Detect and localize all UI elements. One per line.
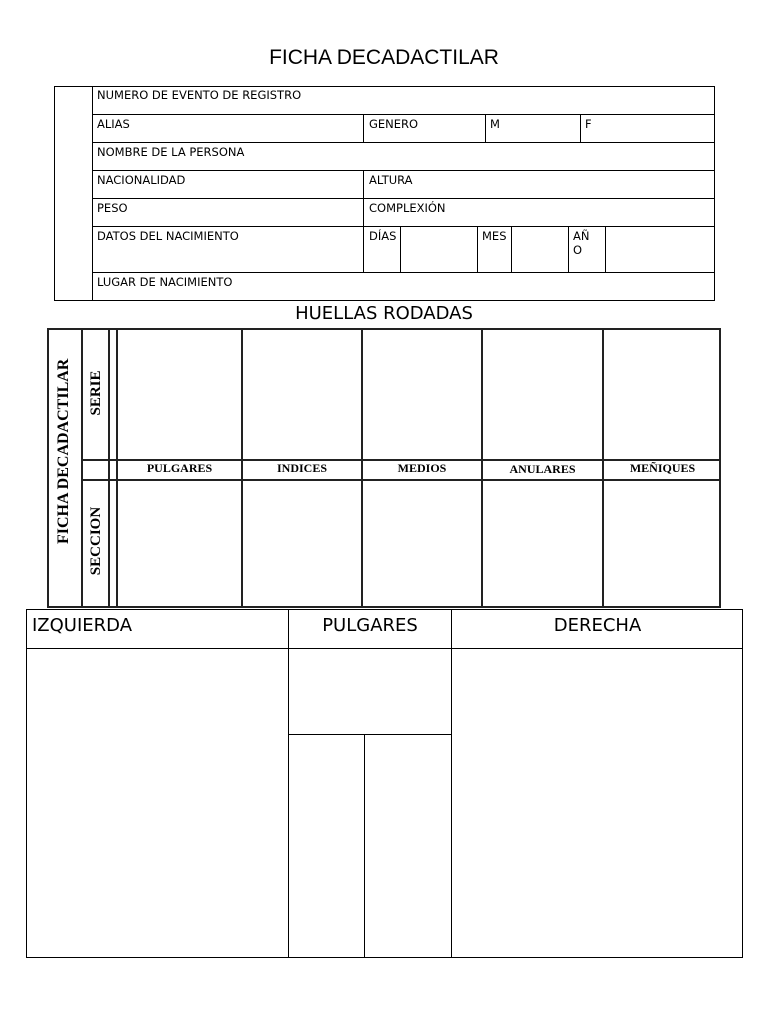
label-serie: SERIE bbox=[88, 370, 104, 416]
col-header-derecha: DERECHA bbox=[553, 615, 642, 636]
finger-label-medios: MEDIOS bbox=[397, 461, 447, 475]
label-peso: PESO bbox=[97, 201, 128, 215]
rolled-prints-title: HUELLAS RODADAS bbox=[295, 303, 473, 324]
finger-label-indices: INDICES bbox=[276, 461, 327, 475]
label-lugar: LUGAR DE NACIMIENTO bbox=[97, 275, 233, 289]
finger-label-anulares: ANULARES bbox=[509, 462, 576, 476]
finger-label-pulgares: PULGARES bbox=[146, 461, 213, 475]
page-title: FICHA DECADACTILAR bbox=[269, 46, 499, 69]
label-altura: ALTURA bbox=[369, 173, 413, 187]
label-nacimiento: DATOS DEL NACIMIENTO bbox=[97, 229, 239, 243]
label-seccion: SECCION bbox=[88, 506, 104, 576]
label-alias: ALIAS bbox=[97, 117, 130, 131]
label-genero-m: M bbox=[490, 117, 500, 131]
label-genero-f: F bbox=[585, 117, 592, 131]
label-evento: NUMERO DE EVENTO DE REGISTRO bbox=[97, 88, 302, 102]
label-dias: DÍAS bbox=[369, 229, 397, 243]
side-label-ficha: FICHA DECADACTILAR bbox=[55, 358, 72, 544]
label-genero: GENERO bbox=[369, 117, 419, 131]
label-mes: MES bbox=[482, 229, 507, 243]
finger-label-meniques: MEÑIQUES bbox=[629, 461, 696, 475]
label-complexion: COMPLEXIÓN bbox=[369, 201, 446, 215]
col-header-pulgares: PULGARES bbox=[322, 615, 418, 636]
label-anio: AÑO bbox=[573, 229, 590, 257]
table-border bbox=[26, 609, 743, 958]
col-header-izquierda: IZQUIERDA bbox=[32, 615, 133, 636]
label-nombre: NOMBRE DE LA PERSONA bbox=[97, 145, 245, 159]
label-nacionalidad: NACIONALIDAD bbox=[97, 173, 186, 187]
